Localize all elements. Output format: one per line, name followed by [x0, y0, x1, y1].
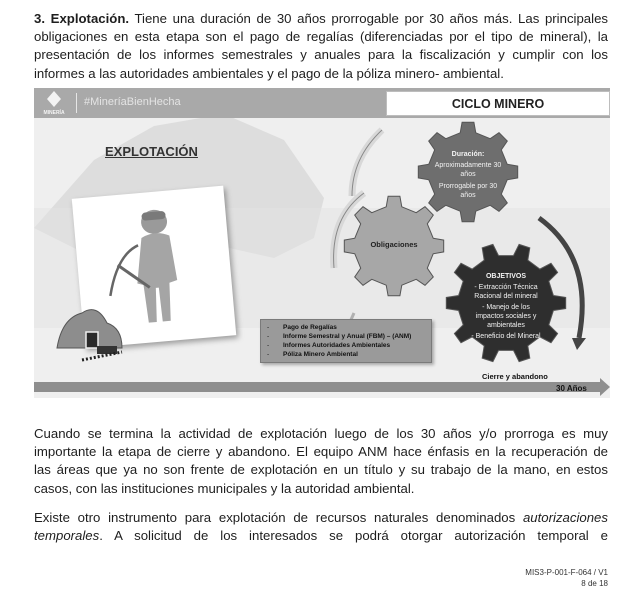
- svg-text:MINERÍA: MINERÍA: [43, 110, 65, 116]
- paragraph-line: importante la etapa de cierre y abandono. El equipo ANM hace énfasis en la recuperación de: [34, 444, 608, 460]
- ciclo-minero-slide: [34, 88, 610, 398]
- cierre-abandono-label: Cierre y abandono: [482, 372, 548, 381]
- page-footer: [525, 567, 608, 589]
- paragraph-explotacion: [34, 10, 608, 83]
- ciclo-minero-title: CICLO MINERO: [386, 91, 610, 116]
- paragraph-line: las áreas que ya no son frente de explotación en un título y su trabajo de la mano, en estos: [34, 462, 608, 478]
- italic-term: temporales: [34, 528, 100, 544]
- explotacion-heading: EXPLOTACIÓN: [105, 144, 198, 159]
- duration-line: Prorrogable por 30 años: [438, 183, 498, 199]
- paragraph-line: [34, 509, 608, 527]
- cycle-arrow-icon: [352, 130, 382, 196]
- paragraph-line: Cuando se termina la actividad de explotación luego de los 30 años y/o prorroga es muy: [34, 426, 608, 441]
- duration-heading: Duración:: [451, 151, 485, 158]
- obligation-item: - Póliza Minero Ambiental: [267, 351, 358, 358]
- objective-item: - Manejo de los impactos sociales y ambientales: [475, 304, 537, 329]
- text-span: Tiene una duración de 30 años prorrogable por 30 años más. Las principales: [129, 11, 608, 26]
- timeline-end-label: 30 Años: [556, 384, 587, 393]
- hashtag-label: #MineríaBienHecha: [84, 96, 181, 108]
- page-number: 8 de 18: [581, 579, 608, 588]
- text-span: Existe otro instrumento para explotación de recursos naturales denominados: [34, 510, 523, 525]
- paragraph-line: [34, 527, 608, 545]
- objective-item: - Beneficio del Mineral: [471, 333, 541, 340]
- text-span: . A solicitud de los interesados se podrá otorgar autorización temporal e: [99, 528, 608, 544]
- objectives-gear-text: [468, 272, 544, 341]
- paragraph-line: [34, 10, 608, 28]
- document-code: MIS3-P-001-F-064 / V1: [525, 568, 608, 577]
- paragraph-line: informes a las autoridades ambientales y el pago de la póliza minero- ambiental.: [34, 65, 504, 81]
- obligation-item: - Pago de Regalías: [267, 324, 337, 331]
- paragraph-cierre: [34, 425, 608, 498]
- duration-gear-text: [432, 150, 504, 200]
- objectives-heading: OBJETIVOS: [485, 273, 527, 280]
- section-number-title: 3. Explotación.: [34, 11, 130, 26]
- paragraph-line: casos, con las instituciones municipales y la autoridad ambiental.: [34, 480, 415, 496]
- paragraph-autorizaciones: [34, 509, 608, 545]
- timeline-arrow-icon: [34, 378, 610, 398]
- italic-term: autorizaciones: [522, 510, 608, 525]
- objective-item: - Extracción Técnica Racional del mineral: [474, 284, 538, 300]
- paragraph-line: obligaciones en esta etapa son el pago de regalías (diferenciadas por el tipo de mineral), la: [34, 29, 608, 45]
- paragraph-line: presentación de los informes semestrales y anuales para la fiscalización y cumplir con los: [34, 47, 608, 63]
- obligations-list: [260, 319, 432, 363]
- obligation-item: - Informe Semestral y Anual (FBM) – (ANM): [267, 333, 412, 340]
- duration-line: Aproximadamente 30 años: [434, 162, 502, 178]
- obligation-item: - Informes Autoridades Ambientales: [267, 342, 391, 349]
- obligations-gear-label: Obligaciones: [370, 240, 418, 249]
